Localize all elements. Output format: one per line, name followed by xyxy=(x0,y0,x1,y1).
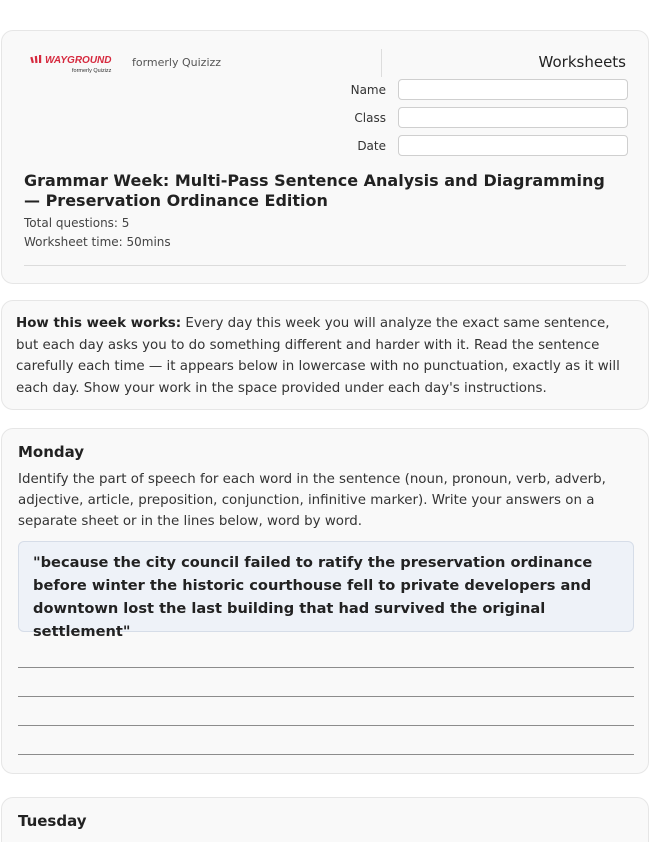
answer-line[interactable] xyxy=(18,725,634,726)
svg-text:formerly Quizizz: formerly Quizizz xyxy=(72,68,112,74)
monday-section xyxy=(1,428,649,774)
date-label: Date xyxy=(357,139,386,153)
instructions-body: Every day this week you will analyze the exact same sentence, but each day asks you to do something different and harder with it. Read the sentence carefully each time — it appears below in lowercase with no punctuation, exactly as it will each day. Show your work in the space provided under each day's instructions. xyxy=(16,316,620,396)
sentence-box xyxy=(18,541,634,640)
name-field[interactable] xyxy=(398,79,628,100)
worksheets-label: Worksheets xyxy=(538,53,626,71)
total-questions: Total questions: 5 xyxy=(24,216,130,230)
class-label: Class xyxy=(354,111,386,125)
answer-line[interactable] xyxy=(18,754,634,755)
instructions-text xyxy=(16,313,634,399)
svg-text:WAYGROUND: WAYGROUND xyxy=(45,55,112,66)
class-field[interactable] xyxy=(398,107,628,128)
wayground-logo xyxy=(30,53,120,75)
instructions-card xyxy=(1,300,649,410)
instructions-lead: How this week works: xyxy=(16,316,182,331)
tuesday-title: Tuesday xyxy=(18,812,87,830)
worksheet-header xyxy=(1,30,649,284)
worksheet-time: Worksheet time: 50mins xyxy=(24,235,171,249)
date-field[interactable] xyxy=(398,135,628,156)
answer-line[interactable] xyxy=(18,696,634,697)
tuesday-section xyxy=(1,797,649,842)
worksheet-title: Grammar Week: Multi-Pass Sentence Analysis and Diagramming — Preservation Ordinance Edition xyxy=(24,171,605,210)
header-divider xyxy=(381,49,382,77)
name-label: Name xyxy=(350,83,386,97)
monday-instructions: Identify the part of speech for each word in the sentence (noun, pronoun, verb, adverb, adjective, article, preposition, conjunction, infinitive marker). Write your answers on a separate sheet or in the lines below, word by word. xyxy=(18,472,606,529)
sentence-text: "because the city council failed to ratify the preservation ordinance before winter the historic courthouse fell to private developers and downtown lost the last building that had survived the original settlement" xyxy=(33,554,593,640)
monday-title: Monday xyxy=(18,443,85,461)
formerly-label: formerly Quizizz xyxy=(132,56,222,69)
header-rule xyxy=(24,265,626,266)
answer-line[interactable] xyxy=(18,667,634,668)
